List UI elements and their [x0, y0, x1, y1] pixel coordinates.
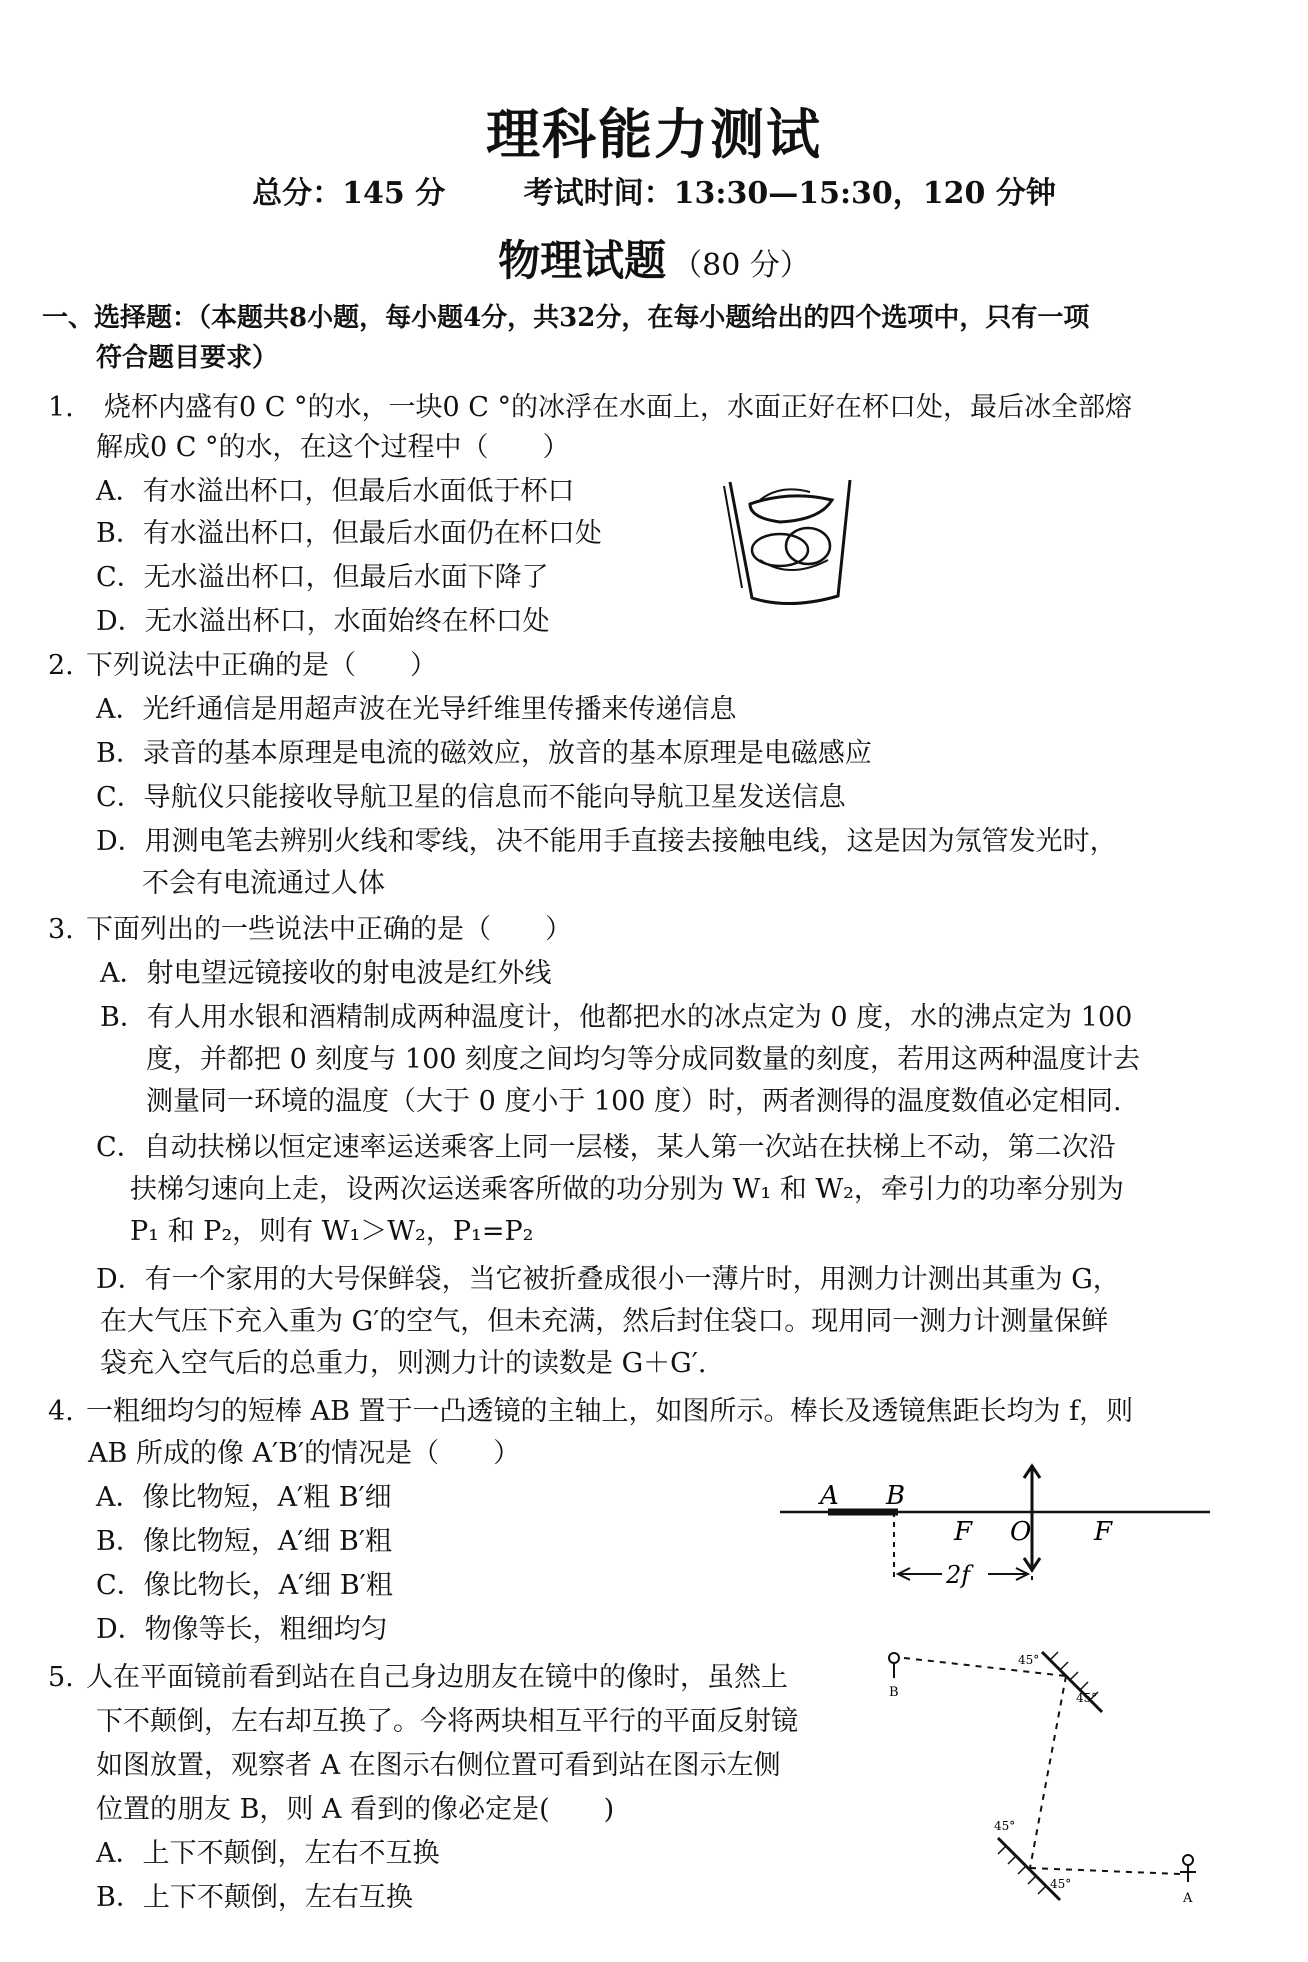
angle-label: 45°: [1050, 1877, 1072, 1891]
option-b: B．上下不颠倒，左右互换: [96, 1882, 413, 1913]
label-person-a: A: [1183, 1891, 1193, 1906]
option-a: A．光纤通信是用超声波在光导纤维里传播来传递信息: [96, 694, 737, 725]
lens-diagram: [770, 1460, 1220, 1605]
label-a: A: [820, 1481, 839, 1511]
option-a: A．像比物短，A′粗 B′细: [96, 1482, 392, 1513]
question-stem-cont: 解成0 C °的水，在这个过程中（ ）: [96, 432, 570, 463]
question-stem: 下面列出的一些说法中正确的是（ ）: [86, 914, 572, 945]
section-heading-cont: 符合题目要求）: [96, 343, 279, 373]
option-d: D．无水溢出杯口，水面始终在杯口处: [96, 606, 550, 637]
subject-name: 物理试题: [498, 236, 667, 285]
question-number: 5.: [48, 1662, 74, 1693]
option-b-cont: 度，并都把 0 刻度与 100 刻度之间均匀等分成同数量的刻度，若用这两种温度计去: [146, 1044, 1141, 1075]
option-b: B．有水溢出杯口，但最后水面仍在杯口处: [96, 518, 602, 549]
person-a-icon: [1183, 1855, 1193, 1865]
option-c: C．导航仪只能接收导航卫星的信息而不能向导航卫星发送信息: [96, 782, 846, 813]
option-b: B．录音的基本原理是电流的磁效应，放音的基本原理是电磁感应: [96, 738, 872, 769]
question-number: 3.: [48, 914, 74, 945]
option-a: A．射电望远镜接收的射电波是红外线: [100, 958, 552, 989]
question-number: 1.: [48, 392, 74, 423]
option-d: D．有一个家用的大号保鲜袋，当它被折叠成很小一薄片时，用测力计测出其重为 G，: [96, 1264, 1120, 1295]
option-a: A．有水溢出杯口，但最后水面低于杯口: [96, 476, 575, 507]
label-f-right: F: [1094, 1517, 1113, 1547]
light-path-vertical: [1030, 1676, 1066, 1868]
subject-title: [0, 228, 1308, 288]
option-c-cont: 扶梯匀速向上走，设两次运送乘客所做的功分别为 W₁ 和 W₂，牵引力的功率分别为: [130, 1174, 1124, 1205]
option-d-cont: 袋充入空气后的总重力，则测力计的读数是 G＋G′.: [100, 1348, 707, 1379]
option-c: C．自动扶梯以恒定速率运送乘客上同一层楼，某人第一次站在扶梯上不动，第二次沿: [96, 1132, 1116, 1163]
question-stem: 烧杯内盛有0 C °的水，一块0 C °的冰浮在水面上，水面正好在杯口处，最后冰全部熔: [104, 392, 1133, 423]
question-number: 2.: [48, 650, 74, 681]
exam-time: 考试时间：13:30—15:30，120 分钟: [523, 176, 1056, 211]
option-b-cont: 测量同一环境的温度（大于 0 度小于 100 度）时，两者测得的温度数值必定相同.: [146, 1086, 1122, 1117]
mirror-diagram: [880, 1640, 1220, 1940]
person-b-icon: [889, 1653, 899, 1663]
question-stem-cont: 位置的朋友 B，则 A 看到的像必定是( ): [96, 1794, 615, 1825]
option-c-cont: P₁ 和 P₂，则有 W₁＞W₂，P₁=P₂: [130, 1216, 534, 1247]
option-a: A．上下不颠倒，左右不互换: [96, 1838, 440, 1869]
option-b: B．像比物短，A′细 B′粗: [96, 1526, 393, 1557]
label-2f: 2f: [946, 1561, 971, 1589]
question-stem: 人在平面镜前看到站在自己身边朋友在镜中的像时，虽然上: [86, 1662, 788, 1693]
beaker-figure: [720, 470, 870, 620]
exam-meta: [0, 168, 1308, 212]
option-c: C．像比物长，A′细 B′粗: [96, 1570, 393, 1601]
label-b: B: [886, 1481, 906, 1511]
angle-label: 45°: [1018, 1653, 1040, 1667]
label-f-left: F: [954, 1517, 973, 1547]
option-d-cont: 不会有电流通过人体: [142, 868, 385, 899]
question-stem-cont: AB 所成的像 A′B′的情况是（ ）: [88, 1438, 521, 1469]
page-title: 理科能力测试: [486, 102, 822, 166]
option-d-cont: 在大气压下充入重为 G′的空气，但未充满，然后封住袋口。现用同一测力计测量保鲜: [100, 1306, 1109, 1337]
question-stem-cont: 如图放置，观察者 A 在图示右侧位置可看到站在图示左侧: [96, 1750, 781, 1781]
label-person-b: B: [889, 1685, 899, 1700]
angle-label: 45°: [1076, 1691, 1098, 1705]
light-path-out: [1030, 1868, 1180, 1874]
light-path-in: [904, 1658, 1066, 1676]
question-stem: 下列说法中正确的是（ ）: [86, 650, 437, 681]
angle-label: 45°: [994, 1819, 1016, 1833]
label-o: O: [1010, 1517, 1032, 1547]
option-d: D．用测电笔去辨别火线和零线，决不能用手直接去接触电线，这是因为氖管发光时，: [96, 826, 1117, 857]
section-heading: 一、选择题：（本题共8小题，每小题4分，共32分，在每小题给出的四个选项中，只有一项: [42, 303, 1090, 333]
question-number: 4.: [48, 1396, 74, 1427]
subject-points: （80 分）: [672, 248, 810, 283]
option-c: C．无水溢出杯口，但最后水面下降了: [96, 562, 549, 593]
option-d: D．物像等长，粗细均匀: [96, 1614, 388, 1645]
question-stem: 一粗细均匀的短棒 AB 置于一凸透镜的主轴上，如图所示。棒长及透镜焦距长均为 f，则: [86, 1396, 1134, 1427]
question-stem-cont: 下不颠倒，左右却互换了。今将两块相互平行的平面反射镜: [96, 1706, 798, 1737]
option-b: B．有人用水银和酒精制成两种温度计，他都把水的冰点定为 0 度，水的沸点定为 100: [100, 1002, 1133, 1033]
total-score: 总分：145 分: [252, 176, 446, 211]
